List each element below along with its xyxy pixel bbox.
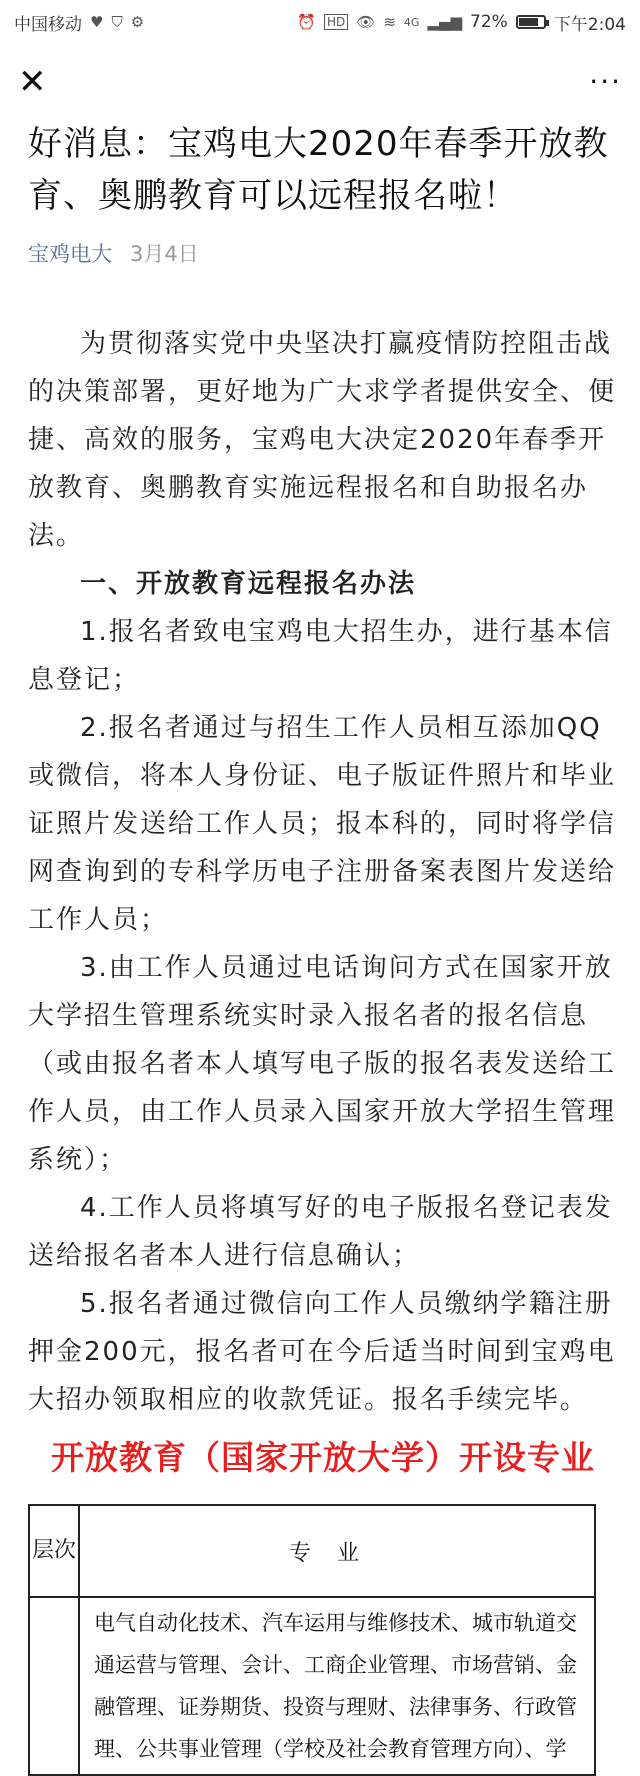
eye-icon: 👁 bbox=[356, 13, 376, 31]
publish-date: 3月4日 bbox=[130, 242, 199, 266]
table-header-row bbox=[29, 1505, 595, 1597]
carrier-label: 中国移动 bbox=[14, 14, 82, 35]
battery-fill bbox=[519, 18, 538, 26]
network-label: 4G bbox=[403, 15, 420, 29]
close-icon[interactable]: ✕ bbox=[18, 62, 47, 102]
header-major: 专业 bbox=[79, 1505, 595, 1597]
row-level-cell bbox=[29, 1597, 79, 1775]
hd-icon: HD bbox=[324, 14, 348, 30]
row-majors-cell: 电气自动化技术、汽车运用与维修技术、城市轨道交通运营与管理、会计、工商企业管理、市场营销、金融管理、证券期货、投资与理财、法律事务、行政管理、公共事业管理（学校及社会教育管理方向）、学 bbox=[79, 1597, 595, 1775]
shield-icon: ⛉ bbox=[111, 13, 123, 31]
table-row bbox=[29, 1597, 595, 1775]
step-paragraph: 3.由工作人员通过电话询问方式在国家开放大学招生管理系统实时录入报名者的报名信息（或由报名者本人填写电子版的报名表发送给工作人员，由工作人员录入国家开放大学招生管理系统）； bbox=[28, 953, 617, 1175]
wifi-icon: ≋ bbox=[383, 13, 396, 31]
step-paragraph: 2.报名者通过与招生工作人员相互添加QQ或微信，将本人身份证、电子版证件照片和毕业证照片发送给工作人员；报本科的，同时将学信网查询到的专科学历电子注册备案表图片发送给工作人员； bbox=[28, 713, 617, 935]
status-bar bbox=[0, 0, 640, 44]
intro-paragraph: 为贯彻落实党中央坚决打赢疫情防控阻击战的决策部署，更好地为广大求学者提供安全、便捷、高效的服务，宝鸡电大决定2020年春季开放教育、奥鹏教育实施远程报名和自助报名办法。 bbox=[28, 329, 617, 551]
author-link[interactable]: 宝鸡电大 bbox=[28, 242, 112, 266]
article-title: 好消息：宝鸡电大2020年春季开放教育、奥鹏教育可以远程报名啦！ bbox=[28, 124, 609, 216]
article-meta bbox=[28, 238, 618, 268]
step-paragraph: 4.工作人员将填写好的电子版报名登记表发送给报名者本人进行信息确认； bbox=[28, 1193, 613, 1271]
section-heading: 一、开放教育远程报名办法 bbox=[80, 569, 417, 599]
clock: 下午2:04 bbox=[553, 14, 626, 35]
heart-icon: ♥ bbox=[90, 13, 104, 31]
settings-icon: ⚙ bbox=[130, 13, 145, 31]
alarm-icon: ⏰ bbox=[297, 13, 316, 31]
header-level: 层次 bbox=[29, 1505, 79, 1597]
majors-heading: 开放教育（国家开放大学）开设专业 bbox=[51, 1438, 595, 1477]
majors-table bbox=[28, 1504, 596, 1776]
battery-icon bbox=[516, 15, 546, 29]
battery-percent: 72% bbox=[470, 12, 508, 32]
step-paragraph: 1.报名者致电宝鸡电大招生办，进行基本信息登记； bbox=[28, 617, 613, 695]
article bbox=[28, 118, 618, 1776]
nav-bar bbox=[0, 44, 640, 120]
article-body bbox=[28, 320, 618, 1424]
signal-icon: ▂▄▆ bbox=[427, 13, 463, 31]
step-paragraph: 5.报名者通过微信向工作人员缴纳学籍注册押金200元，报名者可在今后适当时间到宝鸡电大招办领取相应的收款凭证。报名手续完毕。 bbox=[28, 1289, 616, 1415]
more-icon[interactable]: ··· bbox=[589, 65, 622, 98]
